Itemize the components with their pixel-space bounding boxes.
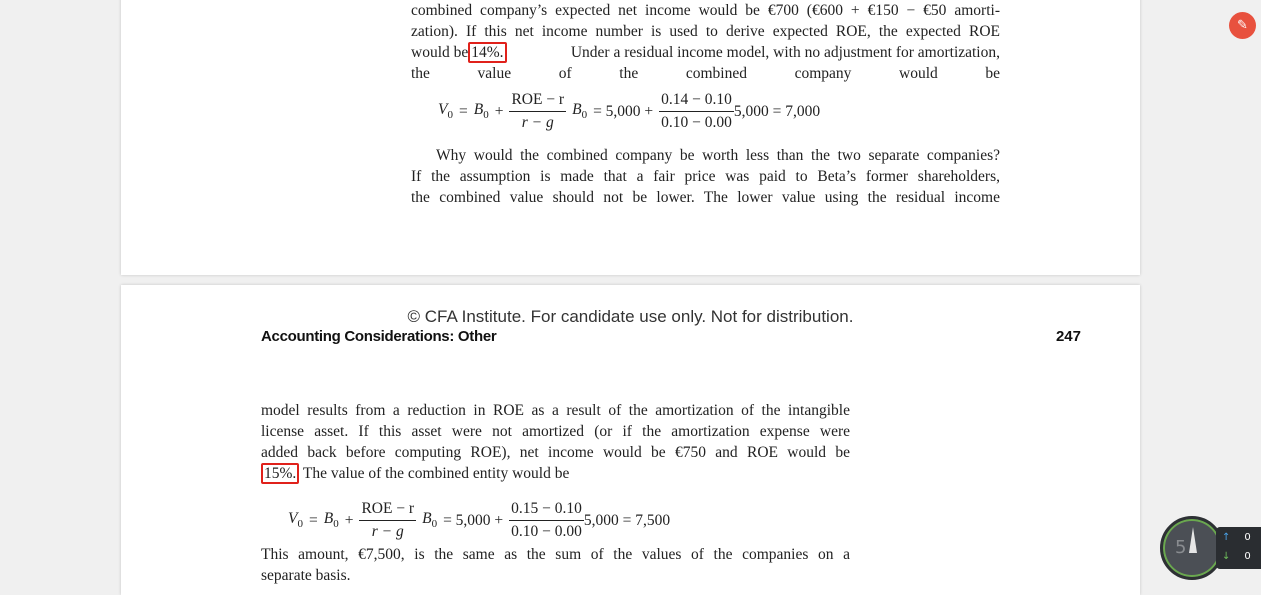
eq-numerator: ROE − r [359,500,416,521]
eq-plus: + [344,511,354,529]
eq-sub: 0 [297,518,303,531]
upload-value: 0 [1244,532,1251,543]
eq-sign: = [458,102,468,120]
highlighted-roe-14: 14%. [468,42,506,63]
text-line: separate basis. [261,567,351,584]
eq-numerator: 0.14 − 0.10 [659,91,734,112]
eq-b: B [422,510,432,528]
eq-fraction [509,500,584,541]
eq-b: B [572,101,582,119]
eq-result: 5,000 = 7,000 [733,102,821,120]
text-line: This amount, €7,500, is the same as the sum of the values of the companies on a [261,546,850,563]
text-fragment: The value of the combined entity would be [302,465,570,482]
edit-glyph: ✎ [1237,18,1248,33]
pdf-page-top [121,0,1140,275]
eq-text: = 5,000 + [593,102,654,120]
download-arrow-icon: ↓ [1222,551,1231,562]
eq-b: B [473,101,484,119]
text-line: license asset. If this asset were not amortized (or if the amortization expense were [261,423,850,440]
eq-sub: 0 [333,518,339,531]
text-line: If the assumption is made that a fair price was paid to Beta’s former shareholders, [411,168,1000,185]
text-fragment: Under a residual income model, with no adjustment for amortization, [570,44,1000,61]
eq-sign: = [308,511,318,529]
text-line: model results from a reduction in ROE as a result of the amortization of the intangible [261,402,850,419]
paragraph-why [411,145,1000,208]
speed-value: 5 [1175,537,1187,558]
needle-icon [1189,527,1197,553]
text-line [411,42,1000,63]
paragraph-net-income [411,0,1000,84]
eq-b: B [323,510,334,528]
eq-numerator: 0.15 − 0.10 [509,500,584,521]
eq-numerator: ROE − r [509,91,566,112]
eq-sub: 0 [581,109,588,122]
eq-v: V [438,101,448,119]
speedometer-widget[interactable] [1160,516,1224,580]
text-line [261,463,850,484]
eq-v: V [288,510,298,528]
running-head: Accounting Considerations: Other [261,328,497,345]
text-line: zation). If this net income number is used to derive expected ROE, the expected ROE [411,23,1000,40]
page-number: 247 [1055,328,1081,345]
text-line: Why would the combined company be worth less than the two separate companies? [436,147,1000,164]
text-line: the value of the combined company would be [411,65,1000,82]
eq-sub: 0 [431,518,438,531]
download-value: 0 [1244,551,1251,562]
highlighted-roe-15: 15%. [261,463,299,484]
eq-plus: + [494,102,504,120]
upload-row [1222,532,1251,543]
network-speed-panel[interactable] [1216,527,1261,569]
equation-residual-income-2 [288,500,670,541]
upload-arrow-icon: ↑ [1222,532,1231,543]
eq-denominator: 0.10 − 0.00 [661,114,732,131]
text-fragment: would be [411,44,469,61]
eq-denominator: r − g [371,523,404,540]
text-line: the combined value should not be lower. The lower value using the residual income [411,189,1000,206]
eq-sub: 0 [447,109,453,122]
eq-fraction [509,91,566,132]
text-line: added back before computing ROE), net income would be €750 and ROE would be [261,444,850,461]
eq-text: = 5,000 + [443,511,504,529]
paragraph-model-results [261,400,850,484]
download-row [1222,551,1251,562]
eq-denominator: r − g [521,114,554,131]
eq-fraction [659,91,734,132]
edit-icon[interactable] [1229,12,1256,39]
eq-denominator: 0.10 − 0.00 [511,523,582,540]
copyright-notice: © CFA Institute. For candidate use only. Not for distribution. [407,307,854,326]
eq-sub: 0 [483,109,489,122]
text-line: combined company’s expected net income would be €700 (€600 + €150 − €50 amorti- [411,2,1000,19]
eq-result: 5,000 = 7,500 [583,511,671,529]
eq-fraction [359,500,416,541]
pdf-page-247 [121,285,1140,595]
equation-residual-income-1 [438,91,820,132]
